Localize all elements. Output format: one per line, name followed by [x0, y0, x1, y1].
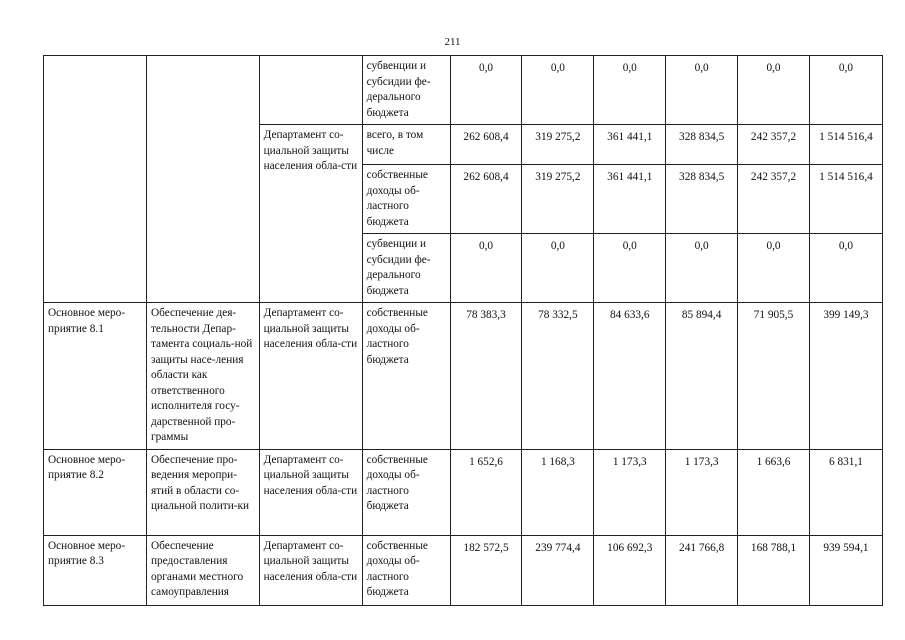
value-cell: 85 894,4 [666, 303, 738, 450]
page-number: 211 [444, 36, 461, 48]
value-cell: 399 149,3 [809, 303, 882, 450]
description-cell [146, 56, 259, 303]
value-cell: 71 905,5 [738, 303, 810, 450]
value-cell: 78 332,5 [522, 303, 594, 450]
value-cell: 0,0 [666, 234, 738, 303]
value-cell: 361 441,1 [594, 125, 666, 165]
value-cell: 262 608,4 [450, 165, 522, 234]
value-cell: 328 834,5 [666, 125, 738, 165]
value-cell: 0,0 [522, 234, 594, 303]
value-cell: 1 514 516,4 [809, 125, 882, 165]
description-cell: Обеспечение дея-тельности Депар-тамента социаль-ной защиты насе-ления области как ответственного исполнителя госу-дарственной про-граммы [146, 303, 259, 450]
source-cell: субвенции и субсидии фе-дерального бюджета [362, 234, 450, 303]
value-cell: 241 766,8 [666, 535, 738, 605]
executor-cell: Департамент со-циальной защиты населения обла-сти [259, 125, 362, 303]
value-cell: 0,0 [450, 234, 522, 303]
value-cell: 319 275,2 [522, 165, 594, 234]
description-cell: Обеспечение про-ведения меропри-ятий в области со-циальной полити-ки [146, 449, 259, 535]
measure-cell: Основное меро-приятие 8.1 [44, 303, 147, 450]
value-cell: 239 774,4 [522, 535, 594, 605]
value-cell: 328 834,5 [666, 165, 738, 234]
value-cell: 0,0 [809, 56, 882, 125]
value-cell: 0,0 [522, 56, 594, 125]
source-cell: собственные доходы об-ластного бюджета [362, 449, 450, 535]
source-cell: субвенции и субсидии фе-дерального бюджета [362, 56, 450, 125]
measure-cell [44, 56, 147, 303]
source-cell: всего, в том числе [362, 125, 450, 165]
source-cell: собственные доходы об-ластного бюджета [362, 303, 450, 450]
executor-cell: Департамент со-циальной защиты населения обла-сти [259, 449, 362, 535]
value-cell: 0,0 [809, 234, 882, 303]
budget-table [43, 55, 883, 606]
value-cell: 0,0 [594, 56, 666, 125]
measure-cell: Основное меро-приятие 8.2 [44, 449, 147, 535]
value-cell: 106 692,3 [594, 535, 666, 605]
table-row [44, 449, 883, 535]
table-row [44, 535, 883, 605]
value-cell: 262 608,4 [450, 125, 522, 165]
value-cell: 1 514 516,4 [809, 165, 882, 234]
description-cell: Обеспечение предоставления органами местного самоуправления [146, 535, 259, 605]
value-cell: 84 633,6 [594, 303, 666, 450]
value-cell: 242 357,2 [738, 125, 810, 165]
value-cell: 1 173,3 [594, 449, 666, 535]
value-cell: 361 441,1 [594, 165, 666, 234]
value-cell: 0,0 [738, 234, 810, 303]
value-cell: 0,0 [450, 56, 522, 125]
value-cell: 1 168,3 [522, 449, 594, 535]
value-cell: 1 173,3 [666, 449, 738, 535]
value-cell: 182 572,5 [450, 535, 522, 605]
executor-cell [259, 56, 362, 125]
value-cell: 1 663,6 [738, 449, 810, 535]
value-cell: 1 652,6 [450, 449, 522, 535]
value-cell: 319 275,2 [522, 125, 594, 165]
value-cell: 168 788,1 [738, 535, 810, 605]
measure-cell: Основное меро-приятие 8.3 [44, 535, 147, 605]
executor-cell: Департамент со-циальной защиты населения обла-сти [259, 535, 362, 605]
table-row [44, 56, 883, 125]
table-row [44, 303, 883, 450]
value-cell: 0,0 [666, 56, 738, 125]
value-cell: 939 594,1 [809, 535, 882, 605]
value-cell: 0,0 [594, 234, 666, 303]
value-cell: 6 831,1 [809, 449, 882, 535]
value-cell: 242 357,2 [738, 165, 810, 234]
value-cell: 0,0 [738, 56, 810, 125]
source-cell: собственные доходы об-ластного бюджета [362, 165, 450, 234]
executor-cell: Департамент со-циальной защиты населения обла-сти [259, 303, 362, 450]
value-cell: 78 383,3 [450, 303, 522, 450]
source-cell: собственные доходы об-ластного бюджета [362, 535, 450, 605]
